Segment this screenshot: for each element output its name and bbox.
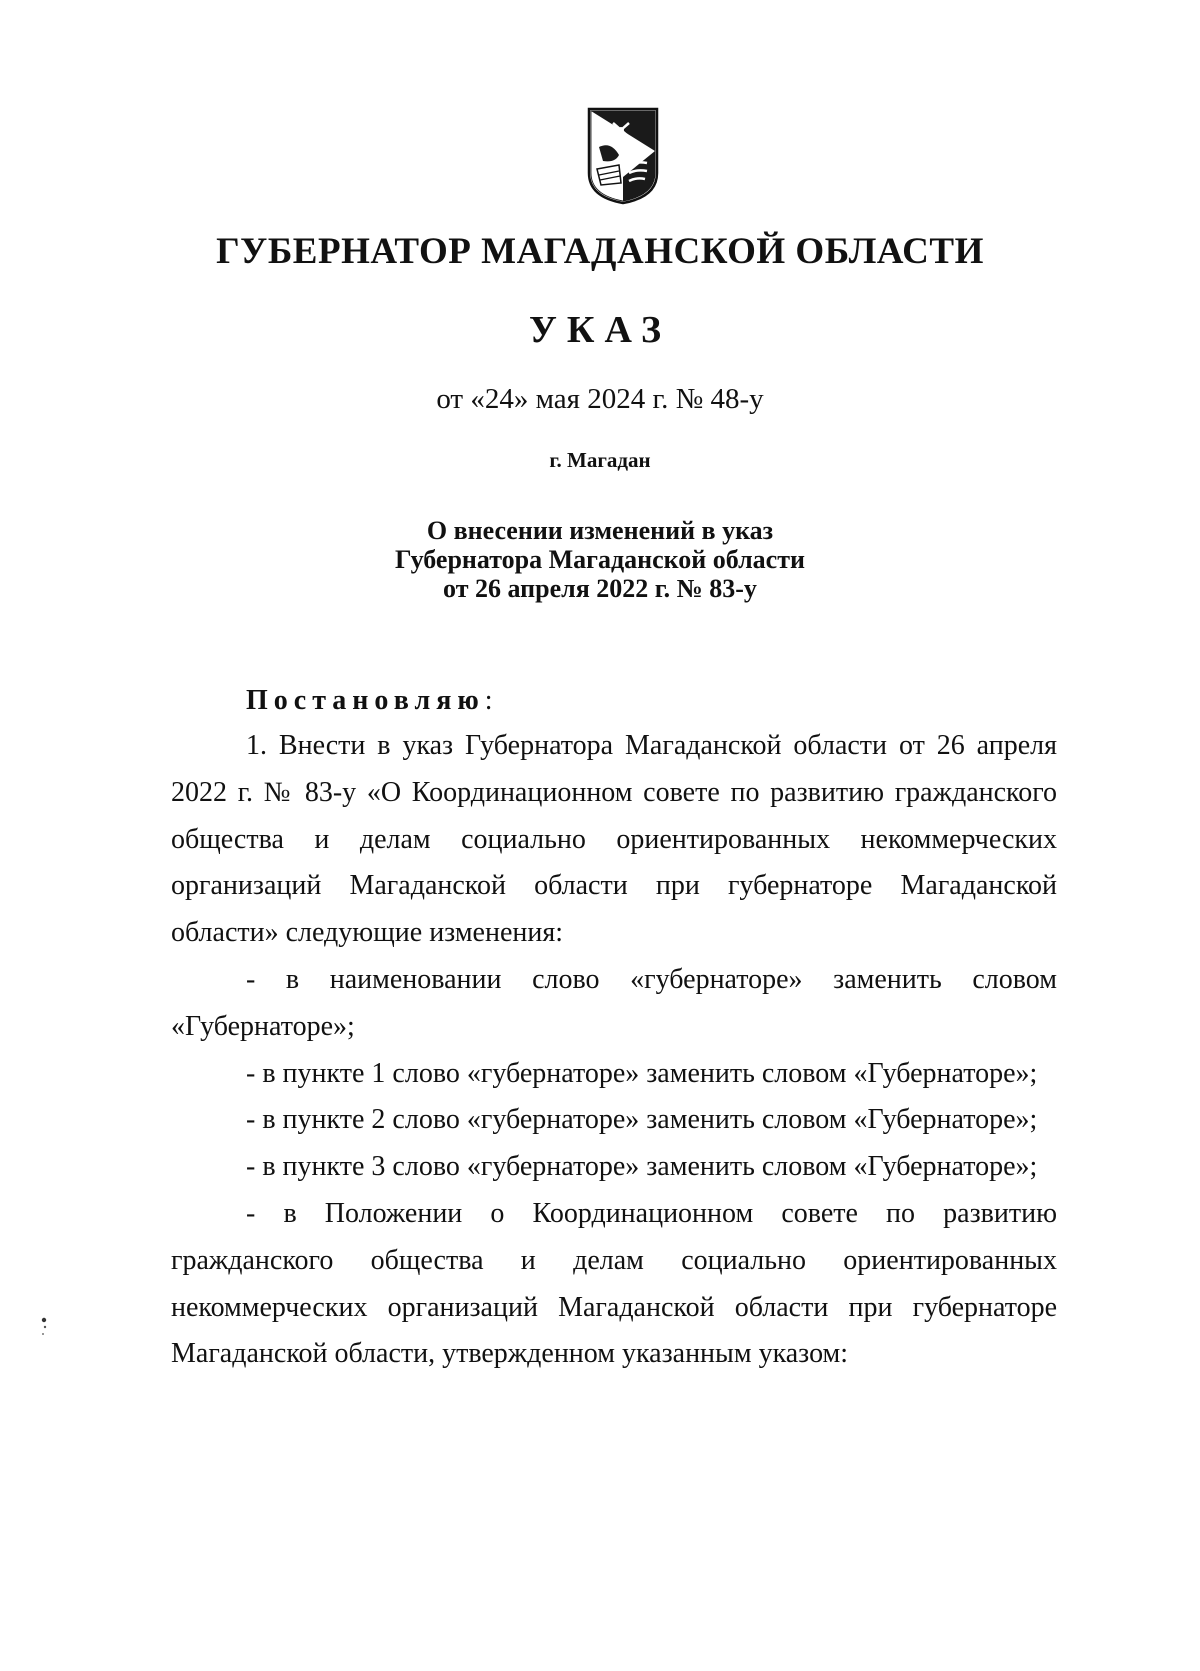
subject-line: от 26 апреля 2022 г. № 83-у [443, 574, 757, 603]
issuer-title: ГУБЕРНАТОР МАГАДАНСКОЙ ОБЛАСТИ [216, 231, 984, 272]
paragraph-item-1: 1. Внести в указ Губернатора Магаданской области от 26 апреля 2022 г. № 83-у «О Координационном совете по развитию гражданского общества и делам социально ориентированных некоммерческих организаций Магаданской области при губернаторе Магаданской области» следующие изменения: [171, 730, 1057, 949]
document-date-number: от «24» мая 2024 г. № 48-у [436, 383, 764, 415]
document-type: УКАЗ [529, 309, 671, 351]
subject-line: Губернатора Магаданской области [395, 545, 805, 574]
decree-operative-word [246, 685, 493, 717]
paragraph-amendment: - в наименовании слово «губернаторе» заменить словом «Губернаторе»; [171, 963, 1057, 1042]
paragraph-amendment: - в пункте 1 слово «губернаторе» заменить словом «Губернаторе»; [246, 1057, 1038, 1089]
paragraph-amendment: - в пункте 2 слово «губернаторе» заменить словом «Губернаторе»; [246, 1104, 1038, 1136]
paragraph-amendment: - в пункте 3 слово «губернаторе» заменить словом «Губернаторе»; [246, 1151, 1038, 1183]
document-body [171, 723, 1057, 1378]
document-city: г. Магадан [549, 448, 651, 472]
magadan-coat-of-arms-icon [585, 107, 661, 205]
decree-word-text: Постановляю [246, 685, 485, 716]
paragraph-amendment: - в Положении о Координационном совете по развитию гражданского общества и делам социально ориентированных некоммерческих организаций Магаданской области при губернаторе Магаданской области, утвержденном указанным указом: [171, 1197, 1057, 1370]
scan-artifact-mark [40, 1316, 48, 1342]
subject-line: О внесении изменений в указ [426, 516, 774, 545]
decree-colon: : [484, 685, 493, 716]
document-subject [0, 516, 1200, 603]
